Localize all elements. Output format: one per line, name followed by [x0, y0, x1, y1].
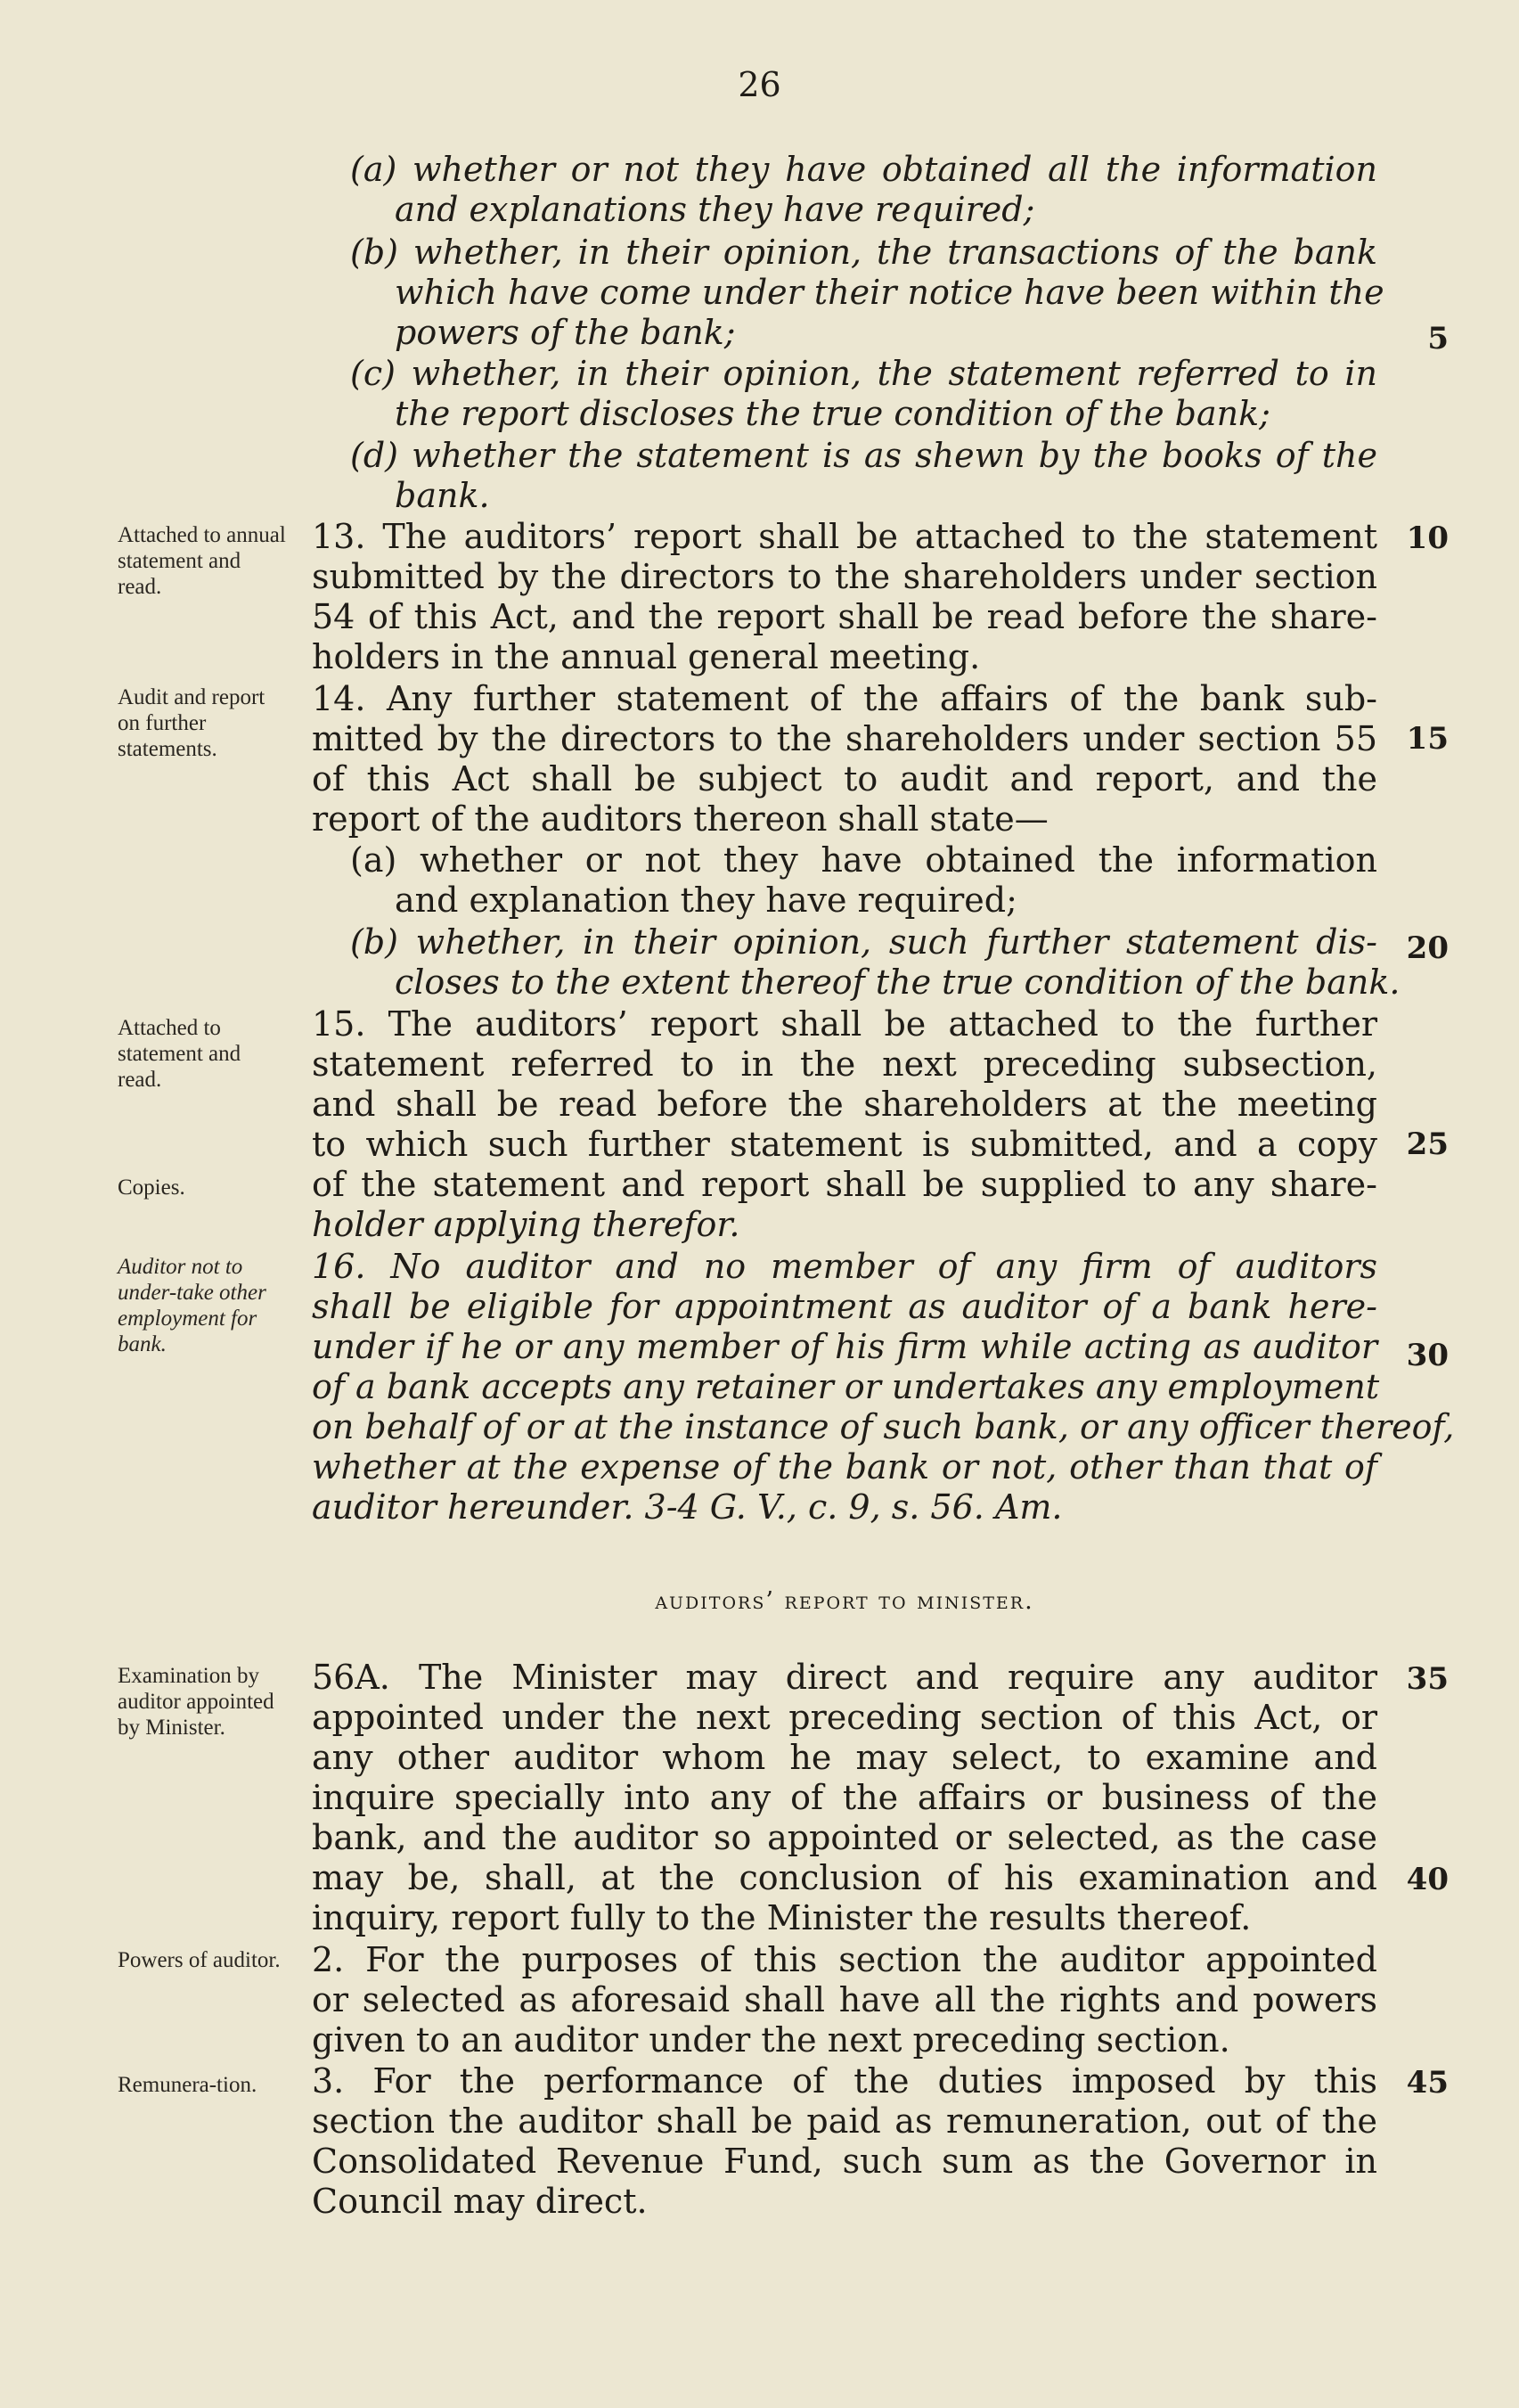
text-line: bank, and the auditor so appointed or selected, as the case — [312, 1818, 1377, 1857]
text-line: mitted by the directors to the shareholders under section 55 — [312, 719, 1377, 758]
text-line: (d) whether the statement is as shewn by the books of the — [350, 436, 1377, 475]
text-line: whether at the expense of the bank or not, other than that of — [312, 1447, 1377, 1487]
text-line: any other auditor whom he may select, to examine and — [312, 1738, 1377, 1777]
text-line: to which such further statement is submitted, and a copy — [312, 1125, 1377, 1164]
text-line: which have come under their notice have been within the — [395, 273, 1384, 312]
text-line: 2. For the purposes of this section the auditor appointed — [312, 1940, 1377, 1979]
text-line: appointed under the next preceding section of this Act, or — [312, 1698, 1377, 1737]
section-heading: auditors’ report to minister. — [655, 1587, 1034, 1615]
marginal-note: Audit and report on further statements. — [118, 685, 265, 761]
text-line: (c) whether, in their opinion, the statement referred to in — [350, 354, 1377, 393]
text-line: 14. Any further statement of the affairs of the bank sub- — [312, 679, 1377, 718]
marginal-note: Examination by auditor appointed by Minister. — [118, 1664, 274, 1740]
text-line: report of the auditors thereon shall state— — [312, 799, 1049, 839]
text-line: and explanation they have required; — [395, 880, 1017, 920]
text-line: may be, shall, at the conclusion of his examination and — [312, 1858, 1377, 1897]
line-number: 45 — [1406, 2065, 1449, 2101]
text-line: 54 of this Act, and the report shall be read before the share- — [312, 597, 1377, 636]
text-line: (a) whether or not they have obtained the information — [350, 840, 1377, 880]
text-line: of this Act shall be subject to audit and report, and the — [312, 759, 1377, 799]
text-line: given to an auditor under the next preceding section. — [312, 2020, 1230, 2060]
text-line: 16. No auditor and no member of any firm of auditors — [312, 1247, 1377, 1286]
text-line: of a bank accepts any retainer or undertakes any employment — [312, 1367, 1380, 1406]
marginal-note: Auditor not to under-take other employment for bank. — [118, 1255, 266, 1356]
text-line: auditor hereunder. 3-4 G. V., c. 9, s. 56. Am. — [312, 1487, 1063, 1527]
text-line: (a) whether or not they have obtained all the information — [350, 150, 1377, 189]
text-line: section the auditor shall be paid as remuneration, out of the — [312, 2101, 1377, 2141]
text-line: 15. The auditors’ report shall be attached to the further — [312, 1004, 1377, 1044]
line-number: 40 — [1406, 1862, 1449, 1897]
text-line: submitted by the directors to the shareholders under section — [312, 557, 1377, 596]
marginal-note: Attached to annual statement and read. — [118, 523, 286, 599]
text-line: inquiry, report fully to the Minister the results thereof. — [312, 1898, 1252, 1937]
text-line: or selected as aforesaid shall have all the rights and powers — [312, 1980, 1377, 2019]
text-line: (b) whether, in their opinion, such further statement dis- — [350, 922, 1377, 962]
line-number: 35 — [1406, 1661, 1449, 1697]
text-line: under if he or any member of his firm while acting as auditor — [312, 1327, 1377, 1366]
text-line: shall be eligible for appointment as auditor of a bank here- — [312, 1287, 1377, 1326]
marginal-note: Attached to statement and read. — [118, 1016, 241, 1092]
line-number: 5 — [1427, 321, 1449, 356]
text-line: and shall be read before the shareholders at the meeting — [312, 1085, 1377, 1124]
marginal-note: Powers of auditor. — [118, 1948, 281, 1972]
text-line: 3. For the performance of the duties imposed by this — [312, 2061, 1377, 2101]
text-line: Consolidated Revenue Fund, such sum as the Governor in — [312, 2142, 1377, 2181]
text-line: holder applying therefor. — [312, 1205, 740, 1244]
page-number: 26 — [738, 65, 781, 104]
text-line: closes to the extent thereof the true condition of the bank. — [395, 962, 1401, 1002]
text-line: of the statement and report shall be supplied to any share- — [312, 1165, 1377, 1204]
text-line: holders in the annual general meeting. — [312, 637, 981, 676]
line-number: 15 — [1406, 721, 1449, 757]
text-line: (b) whether, in their opinion, the transactions of the bank — [350, 233, 1377, 272]
line-number: 10 — [1406, 520, 1449, 556]
marginal-note: Copies. — [118, 1175, 185, 1200]
text-line: statement referred to in the next preceding subsection, — [312, 1044, 1377, 1084]
line-number: 20 — [1406, 930, 1449, 966]
text-line: on behalf of or at the instance of such bank, or any officer thereof, — [312, 1407, 1455, 1446]
text-line: powers of the bank; — [395, 313, 736, 352]
line-number: 30 — [1406, 1338, 1449, 1373]
text-line: Council may direct. — [312, 2182, 648, 2221]
text-line: bank. — [395, 476, 490, 515]
text-line: inquire specially into any of the affairs or business of the — [312, 1778, 1377, 1817]
line-number: 25 — [1406, 1126, 1449, 1162]
marginal-note: Remunera-tion. — [118, 2073, 257, 2097]
text-line: 56A. The Minister may direct and require any auditor — [312, 1658, 1377, 1697]
text-line: and explanations they have required; — [395, 190, 1035, 229]
text-line: the report discloses the true condition of the bank; — [395, 394, 1270, 433]
text-line: 13. The auditors’ report shall be attached to the statement — [312, 517, 1377, 556]
